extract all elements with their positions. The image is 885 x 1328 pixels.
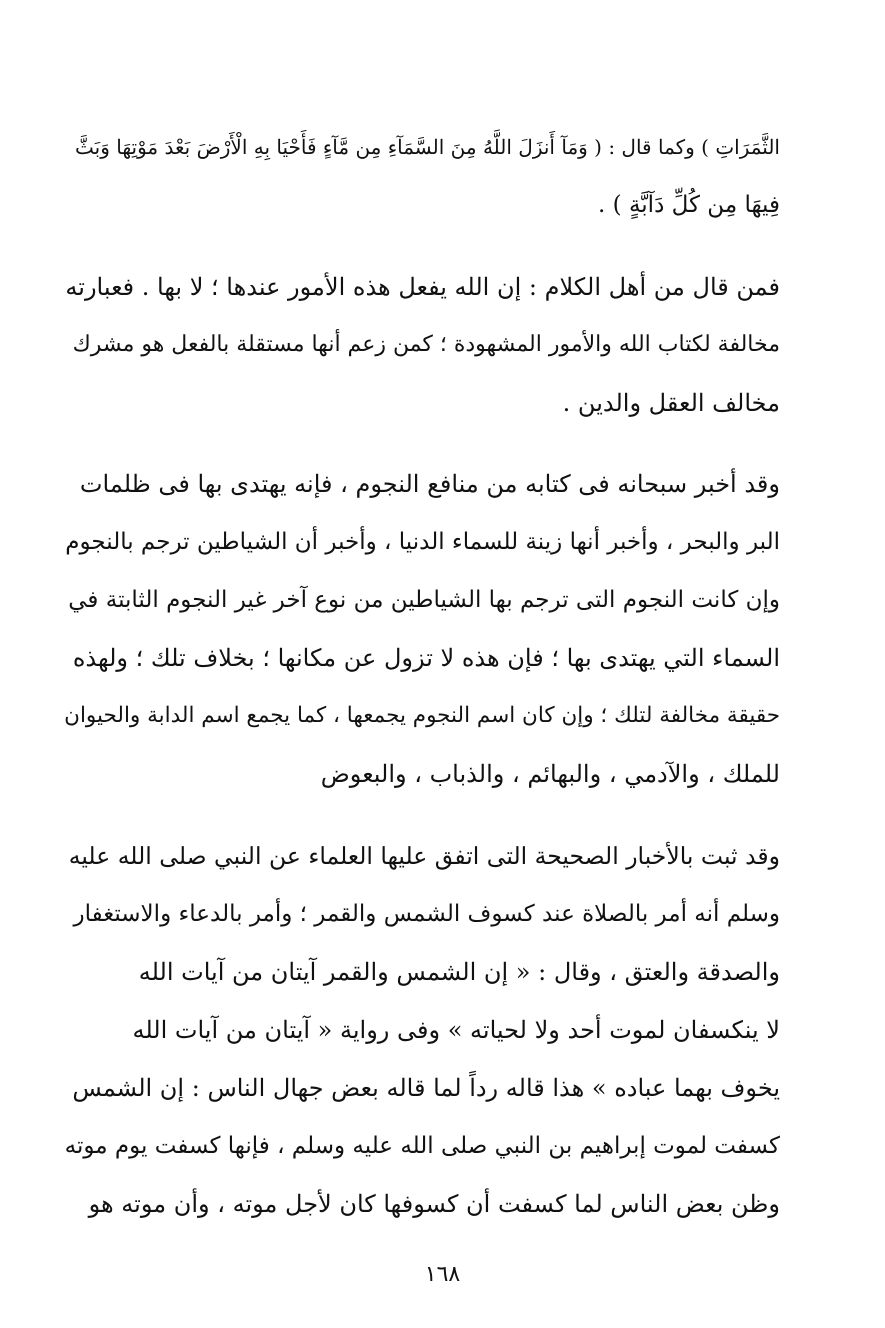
- text-line: والصدقة والعتق ، وقال : « إن الشمس والقمر آيتان من آيات الله: [138, 958, 780, 986]
- paragraph-eclipse: [60, 827, 780, 1233]
- paragraph-kalam: [60, 258, 780, 432]
- text-line: وإن كانت النجوم التى ترجم بها الشياطين من نوع آخر غير النجوم الثابتة في: [68, 587, 780, 613]
- text-line: السماء التي يهتدى بها ؛ فإن هذه لا تزول عن مكانها ؛ بخلاف تلك ؛ ولهذه: [72, 644, 780, 672]
- page-number: ١٦٨: [424, 1262, 461, 1287]
- text-line: للملك ، والآدمي ، والبهائم ، والذباب ، والبعوض: [320, 760, 780, 788]
- text-line: لا ينكسفان لموت أحد ولا لحياته » وفى رواية « آيتان من آيات الله: [132, 1016, 780, 1044]
- text-line: وسلم أنه أمر بالصلاة عند كسوف الشمس والقمر ؛ وأمر بالدعاء والاستغفار: [73, 901, 780, 927]
- paragraph-stars: [60, 455, 780, 803]
- text-line: وظن بعض الناس لما كسفت أن كسوفها كان لأجل موته ، وأن موته هو: [88, 1190, 780, 1218]
- text-line: الثَّمَرَاتِ ) وكما قال : ( وَمَآ أَنزَلَ اللَّهُ مِنَ السَّمَآءِ مِن مَّآءٍ فَأَحْيَا بِهِ الْأَرْضَ بَعْدَ مَوْتِهَا وَبَثَّ: [75, 135, 780, 159]
- paragraph-quran-verse: [60, 118, 780, 234]
- text-line: فمن قال من أهل الكلام : إن الله يفعل هذه الأمور عندها ؛ لا بها . فعبارته: [65, 273, 780, 301]
- text-line: كسفت لموت إبراهيم بن النبي صلى الله عليه وسلم ، فإنها كسفت يوم موته: [64, 1133, 780, 1159]
- text-line: البر والبحر ، وأخبر أنها زينة للسماء الدنيا ، وأخبر أن الشياطين ترجم بالنجوم: [65, 529, 780, 555]
- text-line: يخوف بهما عباده » هذا قاله رداً لما قاله بعض جهال الناس : إن الشمس: [72, 1074, 780, 1102]
- text-line: وقد ثبت بالأخبار الصحيحة التى اتفق عليها العلماء عن النبي صلى الله عليه: [68, 842, 780, 870]
- text-line: حقيقة مخالفة لتلك ؛ وإن كان اسم النجوم يجمعها ، كما يجمع اسم الدابة والحيوان: [64, 703, 780, 728]
- text-line: فِيهَا مِن كُلِّ دَآبَّةٍ ) .: [598, 192, 780, 218]
- text-line: مخالف العقل والدين .: [562, 389, 780, 417]
- text-line: مخالفة لكتاب الله والأمور المشهودة ؛ كمن زعم أنها مستقلة بالفعل هو مشرك: [72, 332, 780, 357]
- text-line: وقد أخبر سبحانه فى كتابه من منافع النجوم ، فإنه يهتدى بها فى ظلمات: [79, 470, 780, 498]
